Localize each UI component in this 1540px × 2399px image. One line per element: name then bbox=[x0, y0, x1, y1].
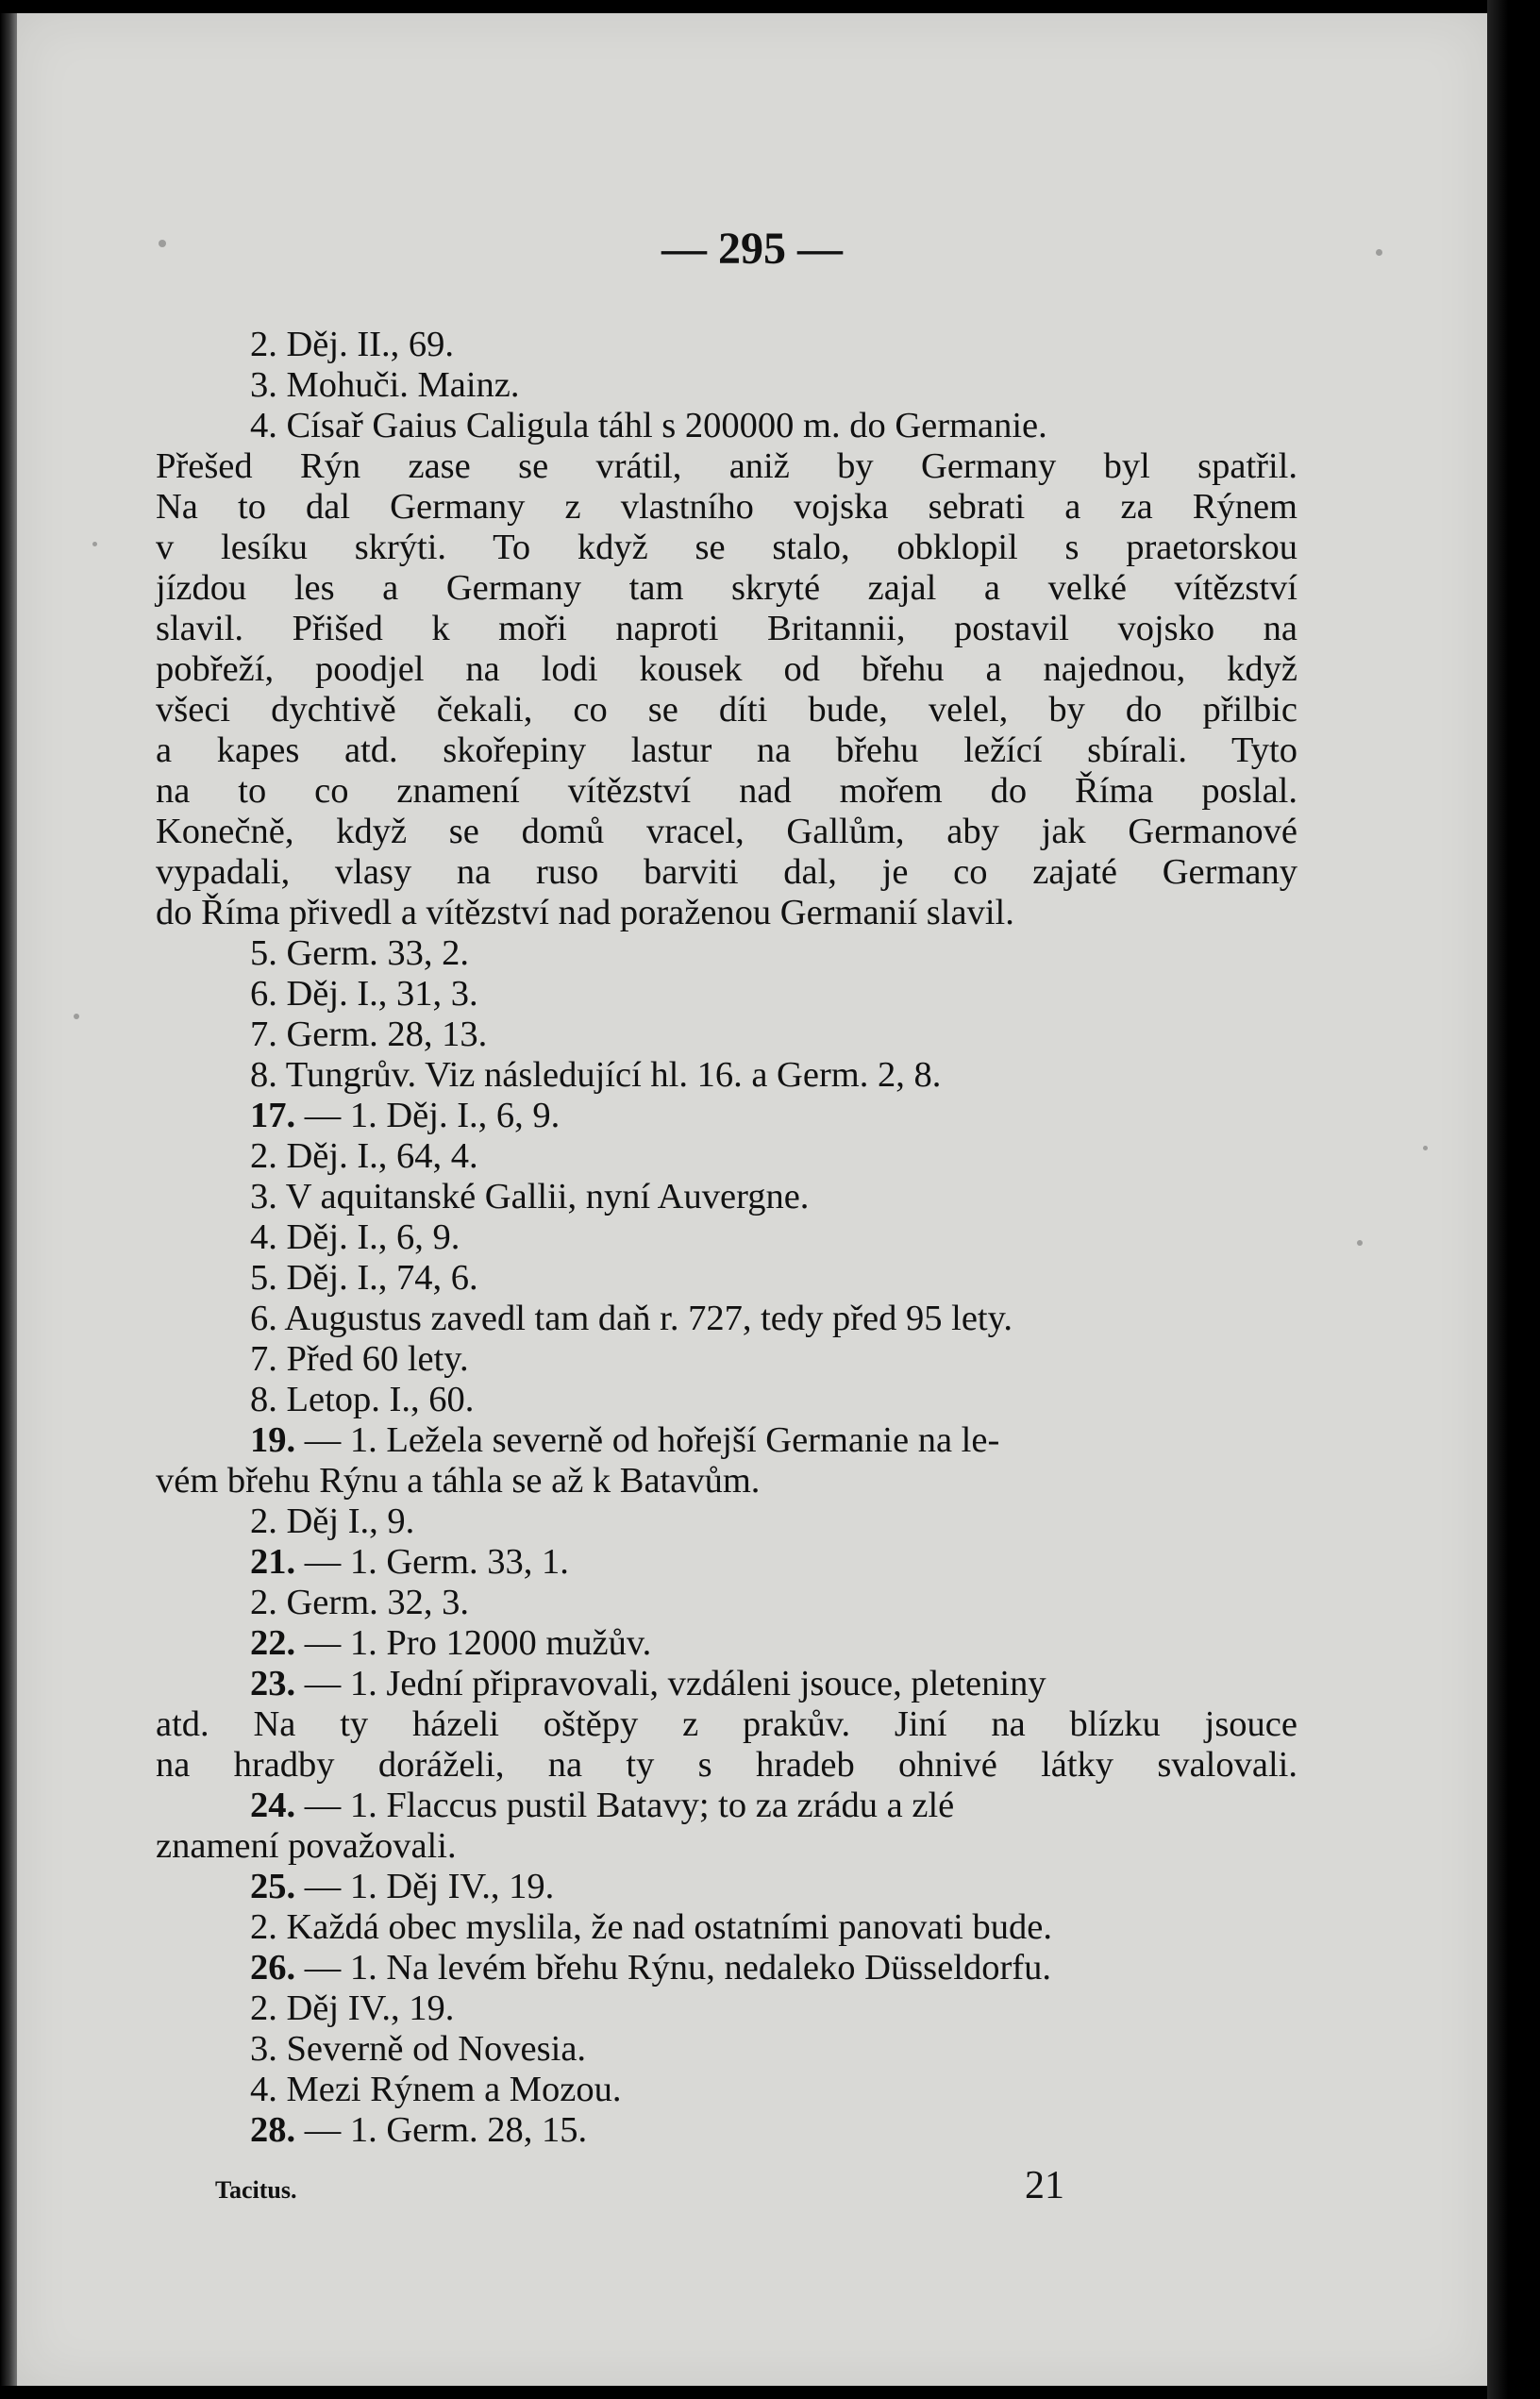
text-line: 3. V aquitanské Gallii, nyní Auvergne. bbox=[250, 1177, 810, 1216]
text-line: 5. Germ. 33, 2. bbox=[250, 933, 470, 973]
book-page bbox=[17, 13, 1487, 2386]
text-line: na to co znamení vítězství nad mořem do Říma poslal. bbox=[156, 771, 1297, 811]
text-line: do Říma přivedl a vítězství nad poraženou Germanií slavil. bbox=[156, 893, 1014, 932]
text-line: 23. — 1. Jední připravovali, vzdáleni jsouce, pleteniny bbox=[250, 1664, 1046, 1703]
text-line: 8. Tungrův. Viz následující hl. 16. a Germ. 2, 8. bbox=[250, 1055, 942, 1095]
text-line: 2. Děj IV., 19. bbox=[250, 1988, 455, 2028]
text-line: Přešed Rýn zase se vrátil, aniž by Germany byl spatřil. bbox=[156, 446, 1297, 486]
text-line: 8. Letop. I., 60. bbox=[250, 1380, 475, 1419]
text-line: 4. Císař Gaius Caligula táhl s 200000 m. do Germanie. bbox=[250, 406, 1047, 445]
text-line: 28. — 1. Germ. 28, 15. bbox=[250, 2110, 588, 2150]
text-line: všeci dychtivě čekali, co se díti bude, velel, by do přilbic bbox=[156, 690, 1297, 730]
text-line: 4. Děj. I., 6, 9. bbox=[250, 1217, 460, 1257]
footer-sheet-number: 21 bbox=[1025, 2164, 1064, 2207]
text-line: 4. Mezi Rýnem a Mozou. bbox=[250, 2070, 622, 2109]
text-line: a kapes atd. skořepiny lastur na břehu ležící sbírali. Tyto bbox=[156, 730, 1297, 770]
text-line: 6. Děj. I., 31, 3. bbox=[250, 974, 478, 1014]
text-line: vém břehu Rýnu a táhla se až k Batavům. bbox=[156, 1461, 761, 1501]
scan-left-edge bbox=[0, 13, 17, 2386]
text-line: pobřeží, poodjel na lodi kousek od břehu a najednou, když bbox=[156, 649, 1297, 689]
text-line: 2. Germ. 32, 3. bbox=[250, 1583, 470, 1622]
text-line: vypadali, vlasy na ruso barviti dal, je co zajaté Germany bbox=[156, 852, 1297, 892]
text-line: 2. Děj. I., 64, 4. bbox=[250, 1136, 478, 1176]
text-line: 25. — 1. Děj IV., 19. bbox=[250, 1867, 555, 1906]
text-line: slavil. Přišed k moři naproti Britannii, postavil vojsko na bbox=[156, 609, 1297, 648]
text-line: 2. Každá obec myslila, že nad ostatními panovati bude. bbox=[250, 1907, 1052, 1947]
text-line: 2. Děj I., 9. bbox=[250, 1501, 415, 1541]
text-line: 24. — 1. Flaccus pustil Batavy; to za zrádu a zlé bbox=[250, 1786, 955, 1825]
text-line: 22. — 1. Pro 12000 mužův. bbox=[250, 1623, 652, 1663]
text-line: Konečně, když se domů vracel, Gallům, aby jak Germanové bbox=[156, 812, 1297, 851]
text-line: 3. Severně od Novesia. bbox=[250, 2029, 587, 2069]
text-line: 26. — 1. Na levém břehu Rýnu, nedaleko Düsseldorfu. bbox=[250, 1948, 1051, 1988]
text-line: 5. Děj. I., 74, 6. bbox=[250, 1258, 478, 1298]
page-header-number: — 295 — bbox=[661, 224, 843, 274]
text-line: 21. — 1. Germ. 33, 1. bbox=[250, 1542, 569, 1582]
note-text-block bbox=[156, 325, 1297, 2151]
text-line: v lesíku skrýti. To když se stalo, obklopil s praetorskou bbox=[156, 528, 1297, 567]
footer-signature-tacitus: Tacitus. bbox=[215, 2176, 297, 2204]
text-line: atd. Na ty házeli oštěpy z prakův. Jiní na blízku jsouce bbox=[156, 1704, 1297, 1744]
text-line: 19. — 1. Ležela severně od hořejší Germanie na le- bbox=[250, 1420, 1000, 1460]
text-line: 7. Germ. 28, 13. bbox=[250, 1015, 488, 1054]
scan-right-edge bbox=[1487, 0, 1540, 2399]
text-line: na hradby doráželi, na ty s hradeb ohnivé látky svalovali. bbox=[156, 1745, 1297, 1785]
text-line: 7. Před 60 lety. bbox=[250, 1339, 469, 1379]
text-line: 6. Augustus zavedl tam daň r. 727, tedy před 95 lety. bbox=[250, 1299, 1013, 1338]
text-line: jízdou les a Germany tam skryté zajal a velké vítězství bbox=[156, 568, 1297, 608]
text-line: znamení považovali. bbox=[156, 1826, 457, 1866]
text-line: Na to dal Germany z vlastního vojska sebrati a za Rýnem bbox=[156, 487, 1297, 527]
text-line: 2. Děj. II., 69. bbox=[250, 325, 454, 364]
text-line: 17. — 1. Děj. I., 6, 9. bbox=[250, 1096, 561, 1135]
text-line: 3. Mohuči. Mainz. bbox=[250, 365, 520, 405]
